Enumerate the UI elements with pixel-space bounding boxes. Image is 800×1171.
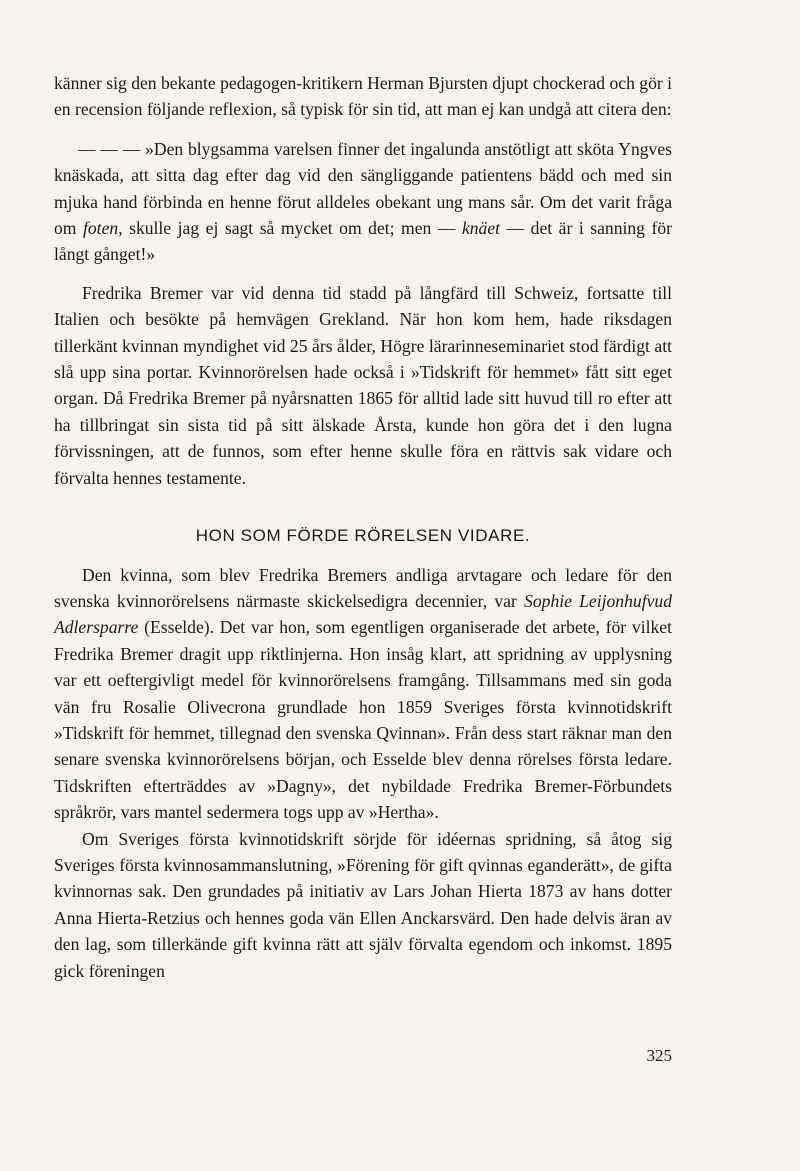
paragraph-text: Den kvinna, som blev Fredrika Bremers andliga arvtagare och ledare för den svenska kvinnorörelsens närmaste skickelsedigra decennier, var (54, 564, 672, 611)
quote-emphasis-foten: foten (83, 218, 119, 239)
quote-text: , skulle jag ej sagt så mycket om det; men — (118, 218, 462, 239)
paragraph: Om Sveriges första kvinnotidskrift sörjde för idéernas spridning, så åtog sig Sveriges första kvinnosammanslutning, »Förening för gift qvinnas eganderätt», de gifta kvinnornas sak. Den grundades på initiativ av Lars Johan Hierta 1873 av hans dotter Anna Hierta-Retzius och hennes goda vän Ellen Anckarsvärd. Den hade delvis äran av den lag, som tillerkände gift kvinna rätt att själv förvalta egendom och inkomst. 1895 gick föreningen (54, 828, 672, 981)
paragraph: Fredrika Bremer var vid denna tid stadd på långfärd till Schweiz, fortsatte till Italien och besökte på hemvägen Grekland. När hon kom hem, hade riksdagen tillerkänt kvinnan myndighet vid 25 års ålder, Högre lärarinneseminariet stod färdigt att slå upp sina portar. Kvinnorörelsen hade också i »Tidskrift för hemmet» fått sitt eget organ. Då Fredrika Bremer på nyårsnatten 1865 för alltid lade sitt huvud till ro efter att ha tillbringat sin sista tid på sitt älskade Årsta, kunde hon göra det i den lugna förvissningen, att de funnos, som efter henne skulle föra en rättvis sak vidare och förvalta hennes testamente. (54, 282, 672, 488)
body-text (54, 70, 672, 984)
quote-text: — det är i sanning för långt gånget!» (54, 218, 672, 265)
paragraph (54, 562, 672, 826)
paragraph-text: (Esselde). Det var hon, som egentligen organiserade det arbete, för vilket Fredrika Bremer dragit upp riktlinjerna. Hon insåg klart, att spridning av upplysning var ett oeftergivligt medel för kvinnorörelsens framgång. Tillsammans med sin goda vän fru Rosalie Olivecrona grundlade hon 1859 Sveriges första kvinnotidskrift »Tidskrift för hemmet, tillegnad den svenska Qvinnan». Från dess start räknar man den senare svenska kvinnorörelsens början, och Esselde blev denna rörelses första ledare. Tidskriften efterträddes av »Dagny», det nybildade Fredrika Bremer-Förbundets språkrör, vars mantel sedermera togs upp av »Hertha». (54, 617, 672, 823)
paragraph-continuation: känner sig den bekante pedagogen-kritikern Herman Bjursten djupt chockerad och gör i en recension följande reflexion, så typisk för sin tid, att man ej kan undgå att citera den: (54, 73, 673, 120)
section-heading: HON SOM FÖRDE RÖRELSEN VIDARE. (195, 526, 531, 546)
name-emphasis: Sophie Leijonhufvud Adlersparre (54, 590, 672, 638)
quote-emphasis-knaet: knäet (461, 218, 501, 239)
block-quote (54, 136, 672, 268)
page-number: 325 (646, 1046, 672, 1065)
quote-text: — — — »Den blygsamma varelsen finner det ingalunda anstötligt att sköta Yngves knäskada, att sitta dag efter dag vid den sängliggande patientens bädd och med sin mjuka hand förbinda en henne förut alldeles obekant ung mans sår. Om det varit fråga om (54, 138, 672, 239)
